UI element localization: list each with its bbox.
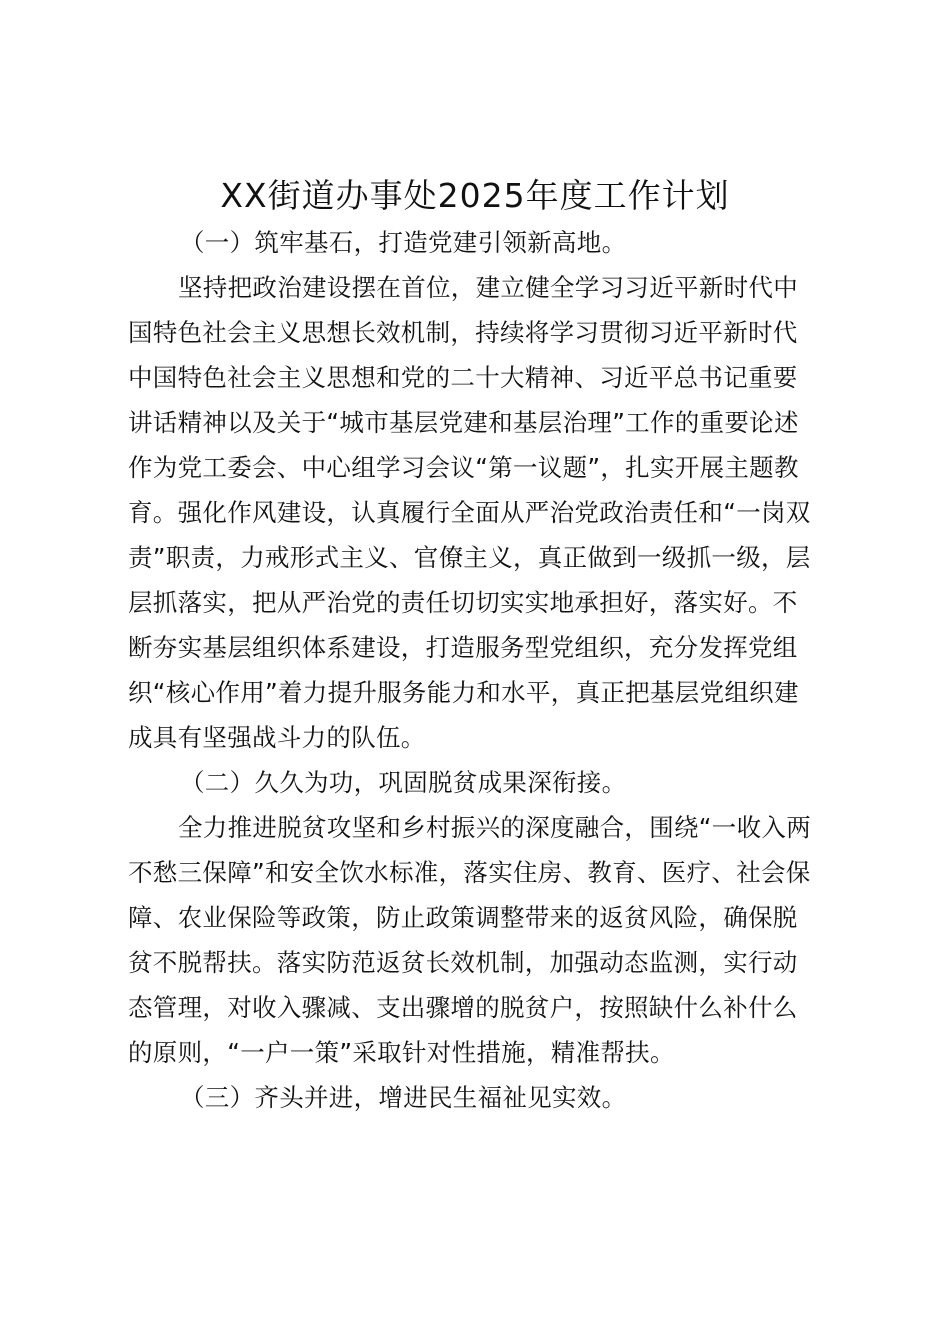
paragraph-line: 织“核心作用”着力提升服务能力和水平，真正把基层党组织建: [128, 678, 799, 707]
paragraph-line: 讲话精神以及关于“城市基层党建和基层治理”工作的重要论述: [128, 408, 799, 437]
paragraph-line: 障、农业保险等政策，防止政策调整带来的返贫风险，确保脱: [128, 903, 798, 932]
section-heading-2: （二）久久为功，巩固脱贫成果深衔接。: [180, 768, 627, 797]
paragraph-line: 层抓落实，把从严治党的责任切切实实地承担好，落实好。不: [128, 588, 798, 617]
paragraph-line: 贫不脱帮扶。落实防范返贫长效机制，加强动态监测，实行动: [128, 948, 798, 977]
paragraph-line: 坚持把政治建设摆在首位，建立健全学习习近平新时代中: [178, 273, 798, 302]
paragraph-line: 的原则，“一户一策”采取针对性措施，精准帮扶。: [128, 1038, 675, 1067]
paragraph-line: 国特色社会主义思想长效机制，持续将学习贯彻习近平新时代: [128, 318, 798, 347]
paragraph-line: 全力推进脱贫攻坚和乡村振兴的深度融合，围绕“一收入两: [178, 813, 811, 842]
paragraph-line: 责”职责，力戒形式主义、官僚主义，真正做到一级抓一级，层: [128, 543, 811, 572]
paragraph-line: 成具有坚强战斗力的队伍。: [128, 723, 426, 752]
paragraph-line: 不愁三保障”和安全饮水标准，落实住房、教育、医疗、社会保: [128, 858, 811, 887]
paragraph-line: 育。强化作风建设，认真履行全面从严治党政治责任和“一岗双: [128, 498, 811, 527]
paragraph-line: 作为党工委会、中心组学习会议“第一议题”，扎实开展主题教: [128, 453, 799, 482]
section-heading-3: （三）齐头并进，增进民生福祉见实效。: [180, 1083, 627, 1112]
section-heading-1: （一）筑牢基石，打造党建引领新高地。: [180, 228, 627, 257]
paragraph-line: 态管理，对收入骤减、支出骤增的脱贫户，按照缺什么补什么: [128, 993, 798, 1022]
paragraph-line: 中国特色社会主义思想和党的二十大精神、习近平总书记重要: [128, 363, 798, 392]
paragraph-line: 断夯实基层组织体系建设，打造服务型党组织，充分发挥党组: [128, 633, 798, 662]
document-title: XX街道办事处2025年度工作计划: [220, 176, 730, 215]
